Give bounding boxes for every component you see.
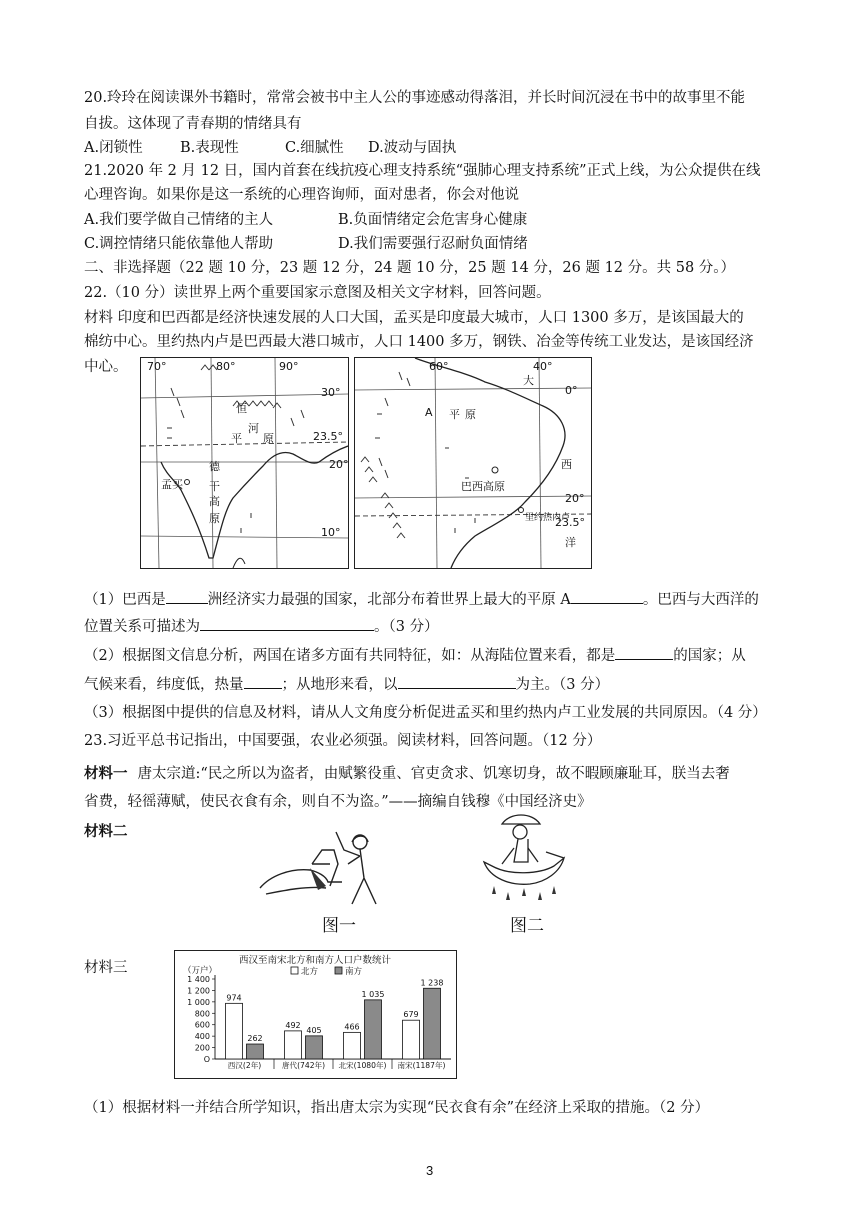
chart-data-label: 1 035 — [361, 989, 385, 999]
chart-y-tick-label: 600 — [194, 1020, 210, 1030]
section-heading: 二、非选择题（22 题 10 分，23 题 12 分，24 题 10 分，25 题 14 分，26 题 12 分。共 58 分。） — [84, 260, 736, 276]
q22-sub2-text-d: ；从地形来看，以 — [281, 677, 398, 693]
q22-material-line3: 中心。 — [84, 359, 128, 375]
page-number: 3 — [426, 1163, 434, 1178]
q22-sub1-text-d: 位置关系可描述为 — [84, 619, 200, 635]
india-lon-70: 70° — [147, 360, 167, 373]
brazil-label-yuan: 原 — [465, 408, 476, 421]
q22-sub1-text-a: （1）巴西是 — [84, 592, 166, 608]
rice-transplanting-illustration — [470, 808, 574, 912]
q22-blank-terrain[interactable] — [398, 674, 516, 689]
india-label-heng: 恒 — [236, 402, 247, 415]
chart-y-tick-label: 1 200 — [187, 986, 210, 996]
q22-sub2-text-b: 的国家；从 — [673, 648, 746, 664]
q22-intro: 22.（10 分）读世界上两个重要国家示意图及相关文字材料，回答问题。 — [84, 285, 551, 301]
brazil-label-ping: 平 — [449, 408, 460, 421]
population-chart-svg — [175, 951, 456, 1078]
india-lat-30: 30° — [321, 386, 341, 399]
chart-y-tick-label: O — [203, 1055, 210, 1064]
q22-blank-plain-a[interactable] — [571, 589, 643, 604]
q22-blank-atlantic-relation[interactable] — [200, 616, 374, 631]
chart-data-label: 405 — [306, 1025, 322, 1035]
chart-title: 西汉至南宋北方和南方人口户数统计 — [238, 955, 392, 966]
q21-option-d: D.我们需要强行忍耐负面情绪 — [338, 236, 528, 252]
q23-material1-line2: 省费，轻徭薄赋，使民衣食有余，则自不为盗。”——摘编自钱穆《中国经济史》 — [84, 794, 592, 810]
brazil-lat-0: 0° — [565, 384, 578, 397]
q21-option-c: C.调控情绪只能依靠他人帮助 — [84, 236, 274, 252]
q22-sub2-text-a: （2）根据图文信息分析，两国在诸多方面有共同特征，如：从海陆位置来看，都是 — [84, 648, 616, 664]
chart-data-label: 1 238 — [420, 978, 444, 988]
india-lat-10: 10° — [321, 526, 341, 539]
brazil-lat-23-5: 23.5° — [555, 516, 585, 529]
q23-material1-label: 材料一 — [84, 765, 128, 782]
q23-material1-line1 — [84, 764, 730, 784]
q22-material-line2: 棉纺中心。里约热内卢是巴西最大港口城市，人口 1400 多万，钢铁、冶金等传统工业发达，是该国经济 — [84, 334, 754, 350]
chart-bar-north — [403, 1020, 420, 1059]
q21-option-a: A.我们要学做自己情绪的主人 — [84, 212, 274, 228]
india-label-yuan2: 原 — [209, 512, 220, 525]
chart-y-tick-label: 200 — [194, 1043, 210, 1053]
q22-material-line1: 材料 印度和巴西都是经济快速发展的人口大国，孟买是印度最大城市，人口 1300 多万，是该国最大的 — [84, 310, 744, 326]
brazil-label-plateau: 巴西高原 — [461, 480, 505, 493]
chart-data-label: 974 — [226, 993, 242, 1003]
population-chart — [174, 950, 457, 1079]
q22-blank-heat[interactable] — [244, 674, 282, 689]
brazil-lat-20: 20° — [565, 492, 585, 505]
q22-blank-location[interactable] — [615, 645, 673, 660]
q23-sub1: （1）根据材料一并结合所学知识，指出唐太宗为实现“民衣食有余”在经济上采取的措施。（2 分） — [84, 1100, 710, 1116]
chart-y-tick-label: 1 000 — [187, 997, 210, 1007]
q20-option-a: A.闭锁性 — [84, 140, 143, 156]
q22-sub1-text-b: 洲经济实力最强的国家，北部分布着世界上最大的平原 A — [207, 592, 571, 608]
q23-material2-label: 材料二 — [84, 823, 128, 840]
q20-stem-line2: 自拔。这体现了青春期的情绪具有 — [84, 116, 302, 132]
q22-sub2-text-c: 气候来看，纬度低，热量 — [84, 677, 244, 693]
chart-bar-south — [306, 1036, 323, 1059]
legend-north-swatch — [291, 967, 298, 974]
chart-bar-south — [424, 988, 441, 1059]
q23-material1-text1: 唐太宗道:“民之所以为盗者，由赋繁役重、官吏贪求、饥寒切身，故不暇顾廉耻耳，朕当去奢 — [137, 766, 730, 782]
chart-y-tick-label: 1 400 — [187, 975, 210, 984]
brazil-lon-60: 60° — [429, 360, 449, 373]
q20-option-b: B.表现性 — [180, 140, 239, 156]
chart-y-tick-label: 400 — [194, 1032, 210, 1042]
india-label-he: 河 — [248, 422, 259, 435]
legend-north-label: 北方 — [301, 967, 319, 977]
q22-sub1-line2 — [84, 616, 439, 637]
brazil-label-rio: 里约热内卢 — [525, 513, 571, 523]
india-label-gan: 干 — [209, 480, 220, 493]
q22-sub1-line1 — [84, 589, 759, 610]
q20-stem-line1: 20.玲玲在阅读课外书籍时，常常会被书中主人公的事迹感动得落泪，并长时间沉浸在书中的故事里不能 — [84, 90, 746, 106]
chart-bar-north — [344, 1032, 361, 1059]
q22-sub1-text-e: 。（3 分） — [374, 619, 439, 635]
figure1-caption: 图一 — [322, 916, 356, 936]
india-label-de: 德 — [209, 460, 220, 473]
q22-sub2-line1 — [84, 645, 746, 666]
chart-category-label: 北宋(1080年) — [338, 1061, 387, 1070]
q22-sub2-line2 — [84, 674, 609, 695]
chart-bar-north — [226, 1003, 243, 1059]
india-label-ping: 平 — [231, 432, 242, 445]
brazil-label-a: A — [425, 406, 433, 419]
brazil-label-yang: 洋 — [565, 536, 576, 549]
brazil-label-xi: 西 — [561, 458, 572, 471]
brazil-map-drawing — [355, 358, 591, 568]
q22-sub1-text-c: 。巴西与大西洋的 — [642, 592, 759, 608]
q23-material3-label: 材料三 — [84, 960, 128, 976]
q20-option-c: C.细腻性 — [285, 140, 344, 156]
q20-option-d: D.波动与固执 — [368, 140, 457, 156]
chart-data-label: 262 — [247, 1034, 263, 1044]
q22-sub2-text-e: 为主。（3 分） — [515, 677, 610, 693]
brazil-lon-40: 40° — [533, 360, 553, 373]
chart-data-label: 492 — [285, 1020, 301, 1030]
india-lon-80: 80° — [216, 360, 236, 373]
legend-south-swatch — [335, 967, 342, 974]
chart-y-tick-label: 800 — [194, 1009, 210, 1019]
brazil-map — [354, 357, 592, 569]
q21-option-b: B.负面情绪定会危害身心健康 — [338, 212, 528, 228]
brazil-label-da: 大 — [523, 374, 534, 387]
chart-data-label: 466 — [344, 1022, 360, 1032]
q23-intro: 23.习近平总书记指出，中国要强，农业必须强。阅读材料，回答问题。（12 分） — [84, 733, 602, 749]
india-lon-90: 90° — [279, 360, 299, 373]
india-map — [140, 357, 349, 569]
legend-south-label: 南方 — [345, 967, 363, 977]
chart-ylabel: （万户） — [183, 966, 218, 976]
chart-bar-north — [285, 1031, 302, 1059]
q22-blank-continent[interactable] — [166, 589, 208, 604]
chart-bar-south — [247, 1044, 264, 1059]
india-label-yuan1: 原 — [263, 432, 274, 445]
plowing-illustration — [256, 824, 396, 916]
q21-stem-line1: 21.2020 年 2 月 12 日，国内首套在线抗疫心理支持系统“强肺心理支持系统”正式上线，为公众提供在线 — [84, 163, 761, 179]
india-lat-20: 20° — [329, 458, 349, 471]
india-label-mumbai: 孟买 — [161, 478, 183, 491]
q22-sub3: （3）根据图中提供的信息及材料，请从人文角度分析促进孟买和里约热内卢工业发展的共同原因。（4 分） — [84, 705, 767, 721]
india-map-drawing — [141, 358, 348, 568]
chart-data-label: 679 — [403, 1010, 419, 1020]
chart-category-label: 西汉(2年) — [227, 1061, 262, 1070]
q21-stem-line2: 心理咨询。如果你是这一系统的心理咨询师，面对患者，你会对他说 — [84, 187, 519, 203]
india-label-gao: 高 — [209, 495, 220, 508]
chart-category-label: 南宋(1187年) — [397, 1061, 446, 1070]
chart-category-label: 唐代(742年) — [281, 1061, 326, 1070]
chart-bar-south — [365, 1000, 382, 1059]
india-lat-23-5: 23.5° — [313, 430, 343, 443]
figure2-caption: 图二 — [510, 916, 544, 936]
